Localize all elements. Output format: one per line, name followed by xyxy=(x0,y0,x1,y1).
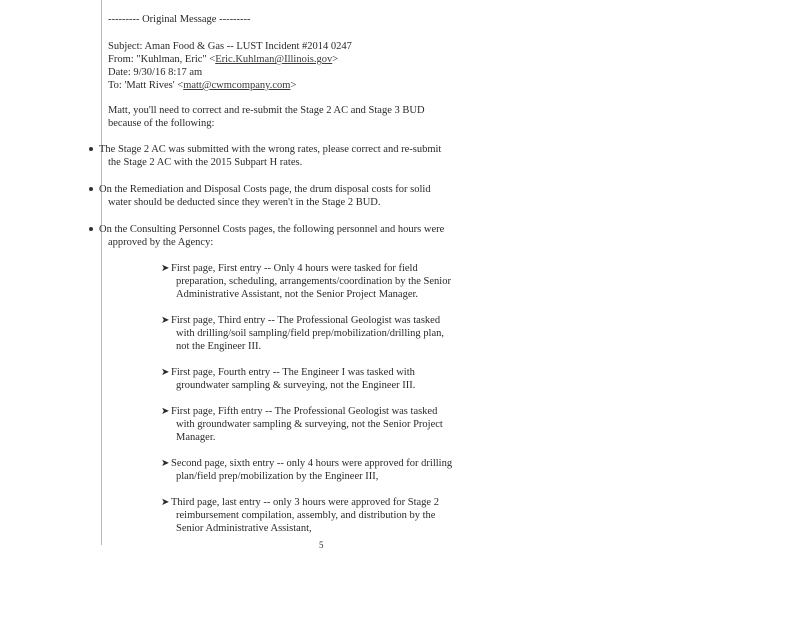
sub-item-line: preparation, scheduling, arrangements/coordination by the Senior xyxy=(176,276,451,287)
sub-item-line: First page, Fifth entry -- The Professional Geologist was tasked xyxy=(171,406,438,417)
arrow-bullet-icon: ➤ xyxy=(161,263,170,274)
from-prefix: From: "Kuhlman, Eric" < xyxy=(108,54,216,65)
sub-item-line: Senior Administrative Assistant, xyxy=(176,523,312,534)
bullet-icon xyxy=(89,147,93,151)
bullet-line: On the Consulting Personnel Costs pages, the following personnel and hours were xyxy=(99,224,445,235)
sub-item-line: with drilling/soil sampling/field prep/mobilization/drilling plan, xyxy=(176,328,445,339)
sub-item-line: First page, Third entry -- The Professional Geologist was tasked xyxy=(171,315,441,326)
arrow-bullet-icon: ➤ xyxy=(161,406,170,417)
date-line: Date: 9/30/16 8:17 am xyxy=(108,67,203,78)
sub-item xyxy=(161,262,481,301)
original-message-header: --------- Original Message --------- xyxy=(108,14,251,25)
sub-item-line: First page, First entry -- Only 4 hours were tasked for field xyxy=(171,263,418,274)
to-line xyxy=(108,79,296,92)
page-number: 5 xyxy=(319,540,324,550)
to-suffix: > xyxy=(290,80,297,91)
bullet-line: approved by the Agency: xyxy=(108,237,214,248)
sub-item-line: not the Engineer III. xyxy=(176,341,262,352)
intro-line-2: because of the following: xyxy=(108,118,215,129)
bullet-icon xyxy=(89,187,93,191)
arrow-bullet-icon: ➤ xyxy=(161,458,170,469)
sub-item-line: First page, Fourth entry -- The Engineer I was tasked with xyxy=(171,367,415,378)
sub-item-line: Third page, last entry -- only 3 hours were approved for Stage 2 xyxy=(171,497,439,508)
from-suffix: > xyxy=(332,54,339,65)
margin-line xyxy=(101,0,102,545)
sub-item-line: with groundwater sampling & surveying, not the Senior Project xyxy=(176,419,443,430)
from-line xyxy=(108,53,338,66)
bullet-line: The Stage 2 AC was submitted with the wrong rates, please correct and re-submit xyxy=(99,144,442,155)
sub-item-line: Manager. xyxy=(176,432,216,443)
to-prefix: To: 'Matt Rives' < xyxy=(108,80,184,91)
bullet-line: the Stage 2 AC with the 2015 Subpart H rates. xyxy=(108,157,303,168)
arrow-bullet-icon: ➤ xyxy=(161,497,170,508)
bullet-icon xyxy=(89,227,93,231)
from-email-link[interactable]: Eric.Kuhlman@Illinois.gov xyxy=(215,54,333,65)
sub-item-line: Second page, sixth entry -- only 4 hours were approved for drilling xyxy=(171,458,453,469)
to-email-link[interactable]: matt@cwmcompany.com xyxy=(183,80,291,91)
sub-item-line: Administrative Assistant, not the Senior Project Manager. xyxy=(176,289,419,300)
subject-line: Subject: Aman Food & Gas -- LUST Incident #2014 0247 xyxy=(108,41,352,52)
sub-item-line: plan/field prep/mobilization by the Engineer III, xyxy=(176,471,379,482)
sub-item xyxy=(161,405,481,444)
sub-item xyxy=(161,457,481,483)
arrow-bullet-icon: ➤ xyxy=(161,315,170,326)
sub-item xyxy=(161,314,481,353)
sub-item xyxy=(161,496,481,535)
sub-item-line: groundwater sampling & surveying, not the Engineer III. xyxy=(176,380,416,391)
bullet-line: On the Remediation and Disposal Costs page, the drum disposal costs for solid xyxy=(99,184,431,195)
intro-line-1: Matt, you'll need to correct and re-submit the Stage 2 AC and Stage 3 BUD xyxy=(108,105,425,116)
bullet-line: water should be deducted since they weren't in the Stage 2 BUD. xyxy=(108,197,381,208)
sub-item xyxy=(161,366,481,392)
arrow-bullet-icon: ➤ xyxy=(161,367,170,378)
sub-item-line: reimbursement compilation, assembly, and distribution by the xyxy=(176,510,436,521)
